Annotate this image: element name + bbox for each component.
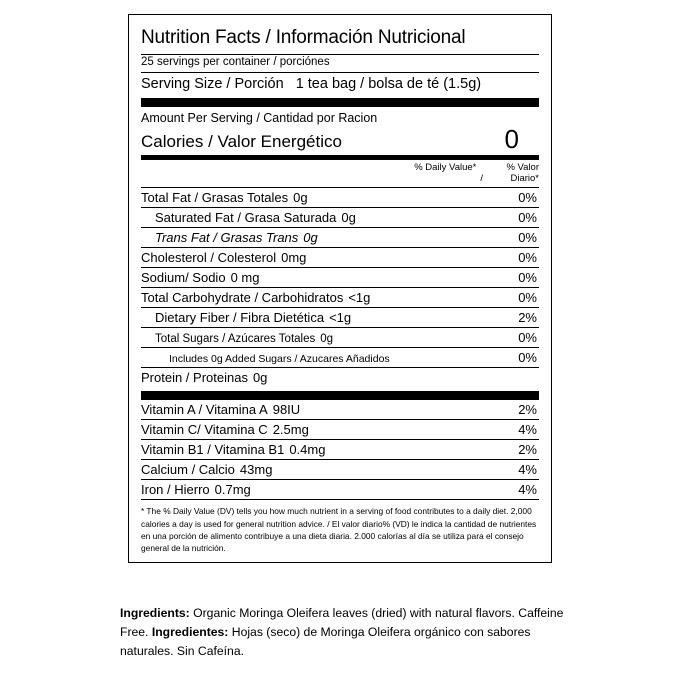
vitamin-amount: 2.5mg [272, 422, 309, 438]
nutrient-amount: 0g [252, 370, 268, 386]
vitamin-amount: 0.4mg [289, 442, 326, 458]
dv-header-slash: / [480, 172, 483, 184]
vitamin-name-cell [141, 480, 485, 500]
nutrition-facts-panel [128, 14, 552, 563]
nutrient-name: Total Carbohydrate / Carbohidratos [141, 290, 344, 306]
calories-value: 0 [504, 123, 519, 154]
nutrient-dv: 0% [485, 328, 539, 348]
nutrient-amount [390, 353, 395, 365]
vitamin-name: Vitamin B1 / Vitamina B1 [141, 442, 285, 458]
vitamin-dv: 4% [485, 480, 539, 500]
table-row [141, 288, 539, 308]
nutrient-name-cell [141, 348, 485, 368]
nutrient-dv: 0% [485, 268, 539, 288]
serving-size-value: 1 tea bag / bolsa de té (1.5g) [295, 76, 482, 93]
amount-per-serving: Amount Per Serving / Cantidad por Racion [141, 110, 378, 125]
servings-divider [141, 72, 539, 73]
nutrient-name: Trans Fat / Grasas Trans [155, 230, 299, 246]
nutrient-dv: 0% [485, 188, 539, 208]
dv-header-english: % Daily Value* [414, 161, 477, 173]
daily-value-header [141, 160, 539, 188]
serving-size-row [141, 76, 539, 93]
nutrient-name: Total Sugars / Azúcares Totales [155, 333, 316, 346]
nutrient-amount: 0g [341, 210, 356, 226]
nutrient-amount: 0 mg [230, 270, 260, 286]
daily-value-footnote: * The % Daily Value (DV) tells you how much nutrient in a serving of food contributes to a daily diet. 2,000 calories a day is used for general nutrition advice. / El valor diario% (VD) le indica la cantidad de nutrientes en una porción de alimento contribuye a una dieta diaria. 2.000 calorías al día se utiliza para el consejo general de la nutrición. [141, 506, 537, 554]
vitamin-name: Vitamin C/ Vitamina C [141, 422, 268, 438]
table-row [141, 188, 539, 208]
nutrient-name-cell [141, 368, 485, 388]
table-row [141, 248, 539, 268]
table-row [141, 348, 539, 368]
nutrient-name-cell [141, 328, 485, 348]
label-title: Nutrition Facts / Información Nutricional [141, 27, 466, 48]
nutrient-name: Dietary Fiber / Fibra Dietética [155, 310, 325, 326]
nutrient-name-cell [141, 188, 485, 208]
vitamin-amount: 98IU [272, 402, 301, 418]
nutrient-name: Total Fat / Grasas Totales [141, 190, 289, 206]
vitamin-dv: 4% [485, 420, 539, 440]
nutrient-amount: <1g [348, 290, 371, 306]
nutrient-dv [485, 368, 539, 388]
nutrient-name-cell [141, 288, 485, 308]
ingredients-text-en: Organic Moringa Oleifera leaves (dried) with natural flavors. Caffeine Free. [120, 606, 564, 639]
nutrient-amount: 0g [320, 333, 334, 346]
nutrient-name-cell [141, 268, 485, 288]
vitamin-name-cell [141, 400, 485, 420]
vitamins-divider [141, 391, 539, 400]
nutrient-name: Sodium/ Sodio [141, 270, 226, 286]
table-row [141, 208, 539, 228]
calories-row [141, 123, 539, 154]
nutrient-name-cell [141, 208, 485, 228]
nutrient-name-cell [141, 308, 485, 328]
ingredients-heading-en: Ingredients: [120, 606, 190, 620]
ingredients-heading-es: Ingredientes: [151, 624, 229, 639]
vitamin-dv: 2% [485, 440, 539, 460]
nutrient-dv: 0% [485, 228, 539, 248]
ingredients-text-es: Hojas (seco) de Moringa Oleifera orgánico con sabores naturales. Sin Cafeína. [120, 624, 531, 658]
nutrient-amount: 0mg [281, 250, 307, 266]
nutrient-name: Saturated Fat / Grasa Saturada [155, 210, 337, 226]
nutrient-dv: 0% [485, 208, 539, 228]
table-row [141, 440, 539, 460]
nutrient-name: Includes 0g Added Sugars / Azucares Añadidos [169, 353, 390, 366]
nutrient-name-cell [141, 248, 485, 268]
nutrient-dv: 2% [485, 308, 539, 328]
nutrient-table [141, 188, 539, 387]
table-row [141, 268, 539, 288]
nutrient-name-cell [141, 228, 485, 248]
nutrient-dv: 0% [485, 348, 539, 368]
table-row [141, 400, 539, 420]
servings-per-container: 25 servings per container / porciónes [141, 55, 330, 68]
vitamin-name: Vitamin A / Vitamina A [141, 402, 268, 418]
table-row [141, 420, 539, 440]
serving-size-label: Serving Size / Porción [141, 76, 284, 93]
table-row [141, 368, 539, 388]
table-row [141, 308, 539, 328]
vitamin-name: Iron / Hierro [141, 482, 210, 498]
table-row [141, 328, 539, 348]
ingredients-block [120, 604, 568, 661]
vitamin-name-cell [141, 440, 485, 460]
nutrient-amount: 0g [303, 230, 318, 246]
vitamin-name-cell [141, 420, 485, 440]
calories-label: Calories / Valor Energético [141, 131, 342, 151]
nutrient-amount: 0g [293, 190, 308, 206]
nutrient-amount: <1g [329, 310, 352, 326]
nutrient-name: Protein / Proteinas [141, 370, 248, 386]
nutrient-name: Cholesterol / Colesterol [141, 250, 277, 266]
vitamin-amount: 0.7mg [214, 482, 251, 498]
vitamin-dv: 4% [485, 460, 539, 480]
table-row [141, 460, 539, 480]
dv-header-spanish: % Valor Diario* [506, 161, 539, 184]
table-row [141, 228, 539, 248]
nutrient-dv: 0% [485, 288, 539, 308]
nutrient-dv: 0% [485, 248, 539, 268]
table-row [141, 480, 539, 500]
vitamin-amount: 43mg [239, 462, 273, 478]
vitamin-name: Calcium / Calcio [141, 462, 235, 478]
vitamin-dv: 2% [485, 400, 539, 420]
vitamins-table [141, 400, 539, 500]
serving-size-divider [141, 98, 539, 107]
vitamin-name-cell [141, 460, 485, 480]
